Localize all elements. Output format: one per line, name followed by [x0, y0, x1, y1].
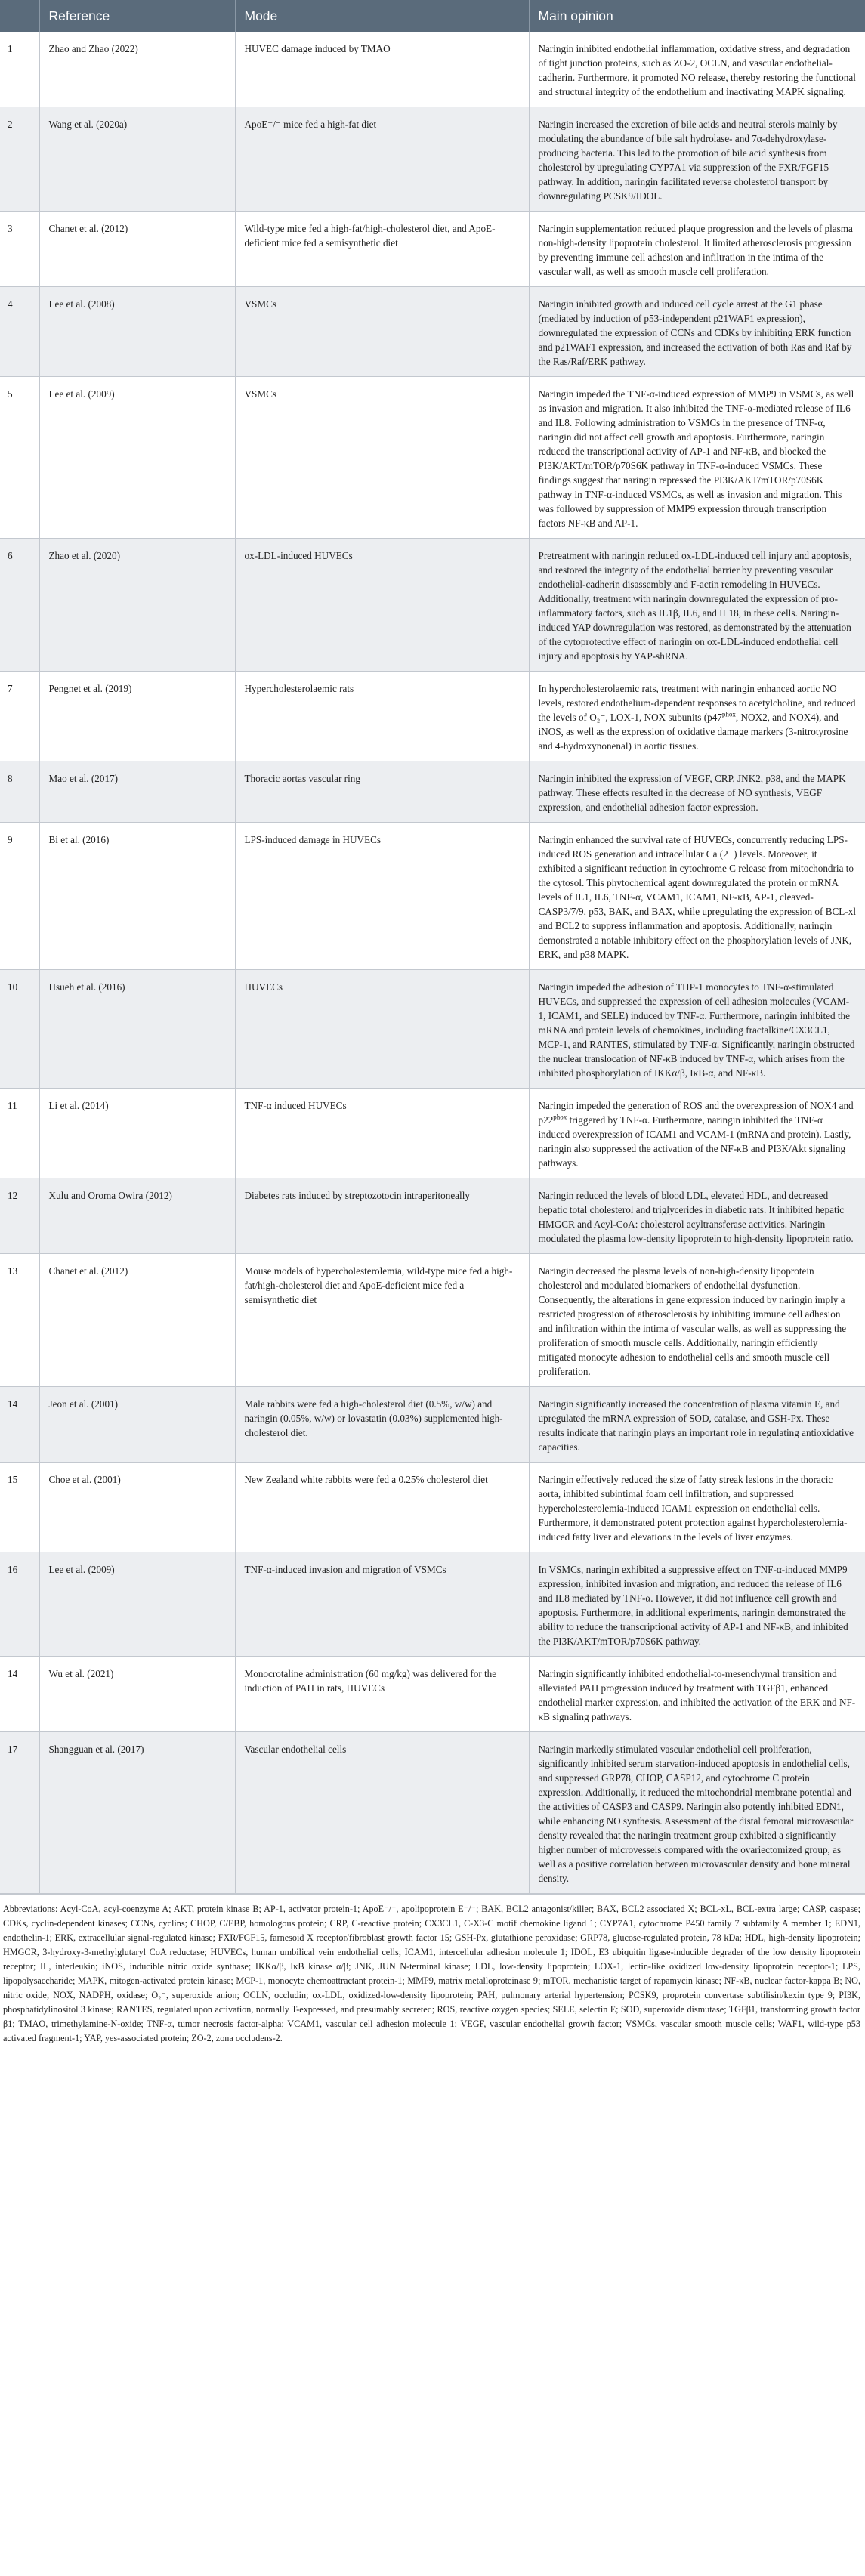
row-main-opinion: Naringin significantly increased the concentration of plasma vitamin E, and upregulated the mRNA expression of SOD, catalase, and GSH-Px. These results indicate that naringin plays an important role in regulating antioxidative capacities. [529, 1387, 865, 1463]
row-reference: Shangguan et al. (2017) [39, 1732, 235, 1894]
table-row [0, 377, 865, 539]
row-number: 9 [8, 834, 13, 845]
header-number [0, 0, 39, 32]
row-number: 3 [8, 223, 13, 234]
row-main-opinion: In VSMCs, naringin exhibited a suppressive effect on TNF-α-induced MMP9 expression, inhibited invasion and migration, and reduced the release of IL6 and IL8 mediated by TNF-α. However, it did not influence cell growth and apoptosis. Furthermore, in additional experiments, naringin demonstrated the ability to reduce the transcriptional activity of AP-1 and NF-κB, and inhibited the PI3K/AKT/mTOR/p70S6K pathway. [529, 1552, 865, 1657]
table-row [0, 672, 865, 761]
row-main-opinion: Naringin impeded the TNF-α-induced expression of MMP9 in VSMCs, as well as invasion and migration. It also inhibited the TNF-α-mediated release of IL6 and IL8. Following administration to VSMCs in the presence of TNF-α, naringin did not affect cell growth and apoptosis. Furthermore, naringin reduced the transcriptional activity of AP-1 and NF-κB, and blocked the PI3K/AKT/mTOR/p70S6K pathway in TNF-α-induced VSMCs. These findings suggest that naringin repressed the PI3K/AKT/mTOR/p70S6K pathway in TNF-α-induced VSMCs, as well as invasion and migration. This was followed by suppression of MMP9 expression through transcription factors NF-κB and AP-1. [529, 377, 865, 539]
table-row [0, 970, 865, 1089]
row-number: 17 [8, 1744, 18, 1755]
table-row [0, 761, 865, 823]
row-mode: HUVECs [235, 970, 529, 1089]
header-main-opinion: Main opinion [529, 0, 865, 32]
row-reference: Li et al. (2014) [39, 1089, 235, 1178]
row-mode: ox-LDL-induced HUVECs [235, 539, 529, 672]
row-main-opinion: Naringin impeded the generation of ROS and the overexpression of NOX4 and $p22^{phox}$ triggered by TNF-α. Furthermore, naringin inhibited the TNF-α induced overexpression of ICAM1 and VCAM-1 (mRNA and protein). Lastly, naringin also suppressed the activation of the NF-κB and PI3K/Akt signaling pathways. [529, 1089, 865, 1178]
row-main-opinion: Naringin enhanced the survival rate of HUVECs, concurrently reducing LPS-induced ROS generation and intracellular Ca (2+) levels. Moreover, it exhibited a significant reduction in cytochrome C release from mitochondria to the cytosol. This phytochemical agent downregulated the protein or mRNA levels of IL1, IL6, TNF-α, VCAM1, ICAM1, NF-κB, AP-1, cleaved-CASP3/7/9, p53, BAK, and BAX, while upregulating the expression of BCL-xl and BCL2 to suppress inflammation and apoptosis. Additionally, naringin demonstrated a notable inhibitory effect on the phosphorylation levels of JNK, ERK, and p38 MAPK. [529, 823, 865, 970]
row-reference: Jeon et al. (2001) [39, 1387, 235, 1463]
table-row [0, 212, 865, 287]
header-reference: Reference [39, 0, 235, 32]
row-main-opinion: Naringin significantly inhibited endothelial-to-mesenchymal transition and alleviated PAH progression induced by treatment with TGFβ1, enhanced endothelial marker expression, and inhibited the activation of the ERK and NF-κB signaling pathways. [529, 1657, 865, 1732]
row-main-opinion: Pretreatment with naringin reduced ox-LDL-induced cell injury and apoptosis, and restored the integrity of the endothelial barrier by preventing vascular endothelial-cadherin disassembly and F-actin remodeling in HUVECs. Additionally, treatment with naringin downregulated the expression of pro-inflammatory factors, such as IL1β, IL6, and IL18, in these cells. Naringin-induced YAP downregulation was restored, as demonstrated by the attenuation of the cytoprotective effect of naringin on ox-LDL-induced endothelial cell injury and apoptosis by YAP-shRNA. [529, 539, 865, 672]
row-number: 14 [8, 1668, 18, 1679]
row-mode: VSMCs [235, 377, 529, 539]
row-reference: Zhao et al. (2020) [39, 539, 235, 672]
row-number: 12 [8, 1190, 18, 1201]
table-row [0, 539, 865, 672]
row-mode: ApoE⁻/⁻ mice fed a high-fat diet [235, 107, 529, 212]
row-reference: Lee et al. (2009) [39, 1552, 235, 1657]
row-main-opinion: Naringin effectively reduced the size of fatty streak lesions in the thoracic aorta, inhibited subintimal foam cell infiltration, and suppressed hypercholesterolemia-induced ICAM1 expression on endothelial cells. Furthermore, it demonstrated potent protection against hypercholesterolemia-induced fatty liver and elevations in the levels of liver enzymes. [529, 1463, 865, 1552]
row-number: 15 [8, 1474, 18, 1485]
table-row [0, 1552, 865, 1657]
table-header-row [0, 0, 865, 32]
table-row [0, 1387, 865, 1463]
table-body [0, 32, 865, 1894]
table-row [0, 823, 865, 970]
row-main-opinion: Naringin inhibited growth and induced cell cycle arrest at the G1 phase (mediated by induction of p53-independent p21WAF1 expression), downregulated the expression of CCNs and CDKs by inhibiting ERK function and p21WAF1 expression, and increased the activation of both Ras and Raf by the Ras/Raf/ERK pathway. [529, 287, 865, 377]
row-reference: Chanet et al. (2012) [39, 212, 235, 287]
row-number: 16 [8, 1564, 18, 1575]
superscript-phox: phox [721, 710, 736, 718]
row-mode: Mouse models of hypercholesterolemia, wild-type mice fed a high-fat/high-cholesterol diet and ApoE-deficient mice fed a semisynthetic diet [235, 1254, 529, 1387]
row-mode: TNF-α induced HUVECs [235, 1089, 529, 1178]
row-mode: LPS-induced damage in HUVECs [235, 823, 529, 970]
row-reference: Chanet et al. (2012) [39, 1254, 235, 1387]
row-reference: Hsueh et al. (2016) [39, 970, 235, 1089]
row-main-opinion: Naringin reduced the levels of blood LDL, elevated HDL, and decreased hepatic total cholesterol and triglycerides in diabetic rats. It inhibited hepatic HMGCR and Acyl-CoA: cholesterol acyltransferase activities. Naringin modulated the plasma low-density lipoprotein to high-density lipoprotein ratio. [529, 1178, 865, 1254]
row-mode: Vascular endothelial cells [235, 1732, 529, 1894]
row-main-opinion: Naringin decreased the plasma levels of non-high-density lipoprotein cholesterol and modulated biomarkers of endothelial dysfunction. Consequently, the alterations in gene expression induced by naringin imply a restricted progression of atherosclerosis by inhibiting immune cell adhesion and infiltration within the intima of vascular walls, as well as suppressing the proliferation of smooth muscle cells. Additionally, naringin efficiently mitigated monocyte adhesion to endothelial cells and smooth muscle cell proliferation. [529, 1254, 865, 1387]
row-reference: Pengnet et al. (2019) [39, 672, 235, 761]
row-main-opinion: Naringin supplementation reduced plaque progression and the levels of plasma non-high-density lipoprotein cholesterol. It limited atherosclerosis progression by preventing immune cell adhesion and infiltration in the intima of the vascular wall, as well as smooth muscle cell proliferation. [529, 212, 865, 287]
row-number: 7 [8, 683, 13, 694]
row-mode: Male rabbits were fed a high-cholesterol diet (0.5%, w/w) and naringin (0.05%, w/w) or lovastatin (0.03%) supplemented high-cholesterol diet. [235, 1387, 529, 1463]
superscript-phox: phox [553, 1113, 567, 1121]
row-mode: Diabetes rats induced by streptozotocin intraperitoneally [235, 1178, 529, 1254]
row-mode: Wild-type mice fed a high-fat/high-cholesterol diet, and ApoE-deficient mice fed a semisynthetic diet [235, 212, 529, 287]
row-main-opinion: In hypercholesterolaemic rats, treatment with naringin enhanced aortic NO levels, restored endothelium-dependent responses to acetylcholine, and reduced the levels of O₂⁻, LOX-1, NOX subunits ($p47^{phox}$, NOX2, and NOX4), and iNOS, as well as the expression of oxidative damage markers (3-nitrotyrosine and 4-hydroxynonenal) in aortic tissues. [529, 672, 865, 761]
row-main-opinion: Naringin inhibited the expression of VEGF, CRP, JNK2, p38, and the MAPK pathway. These effects resulted in the decrease of NO synthesis, VEGF expression, and endothelial adhesion factor expression. [529, 761, 865, 823]
row-reference: Wang et al. (2020a) [39, 107, 235, 212]
table-row [0, 1178, 865, 1254]
row-number: 5 [8, 388, 13, 400]
table-row [0, 32, 865, 107]
row-reference: Lee et al. (2009) [39, 377, 235, 539]
row-number: 14 [8, 1398, 18, 1410]
row-main-opinion: Naringin impeded the adhesion of THP-1 monocytes to TNF-α-stimulated HUVECs, and suppressed the expression of cell adhesion molecules (VCAM-1, ICAM1, and SELE) induced by TNF-α. Furthermore, naringin inhibited the mRNA and protein levels of chemokines, including fractalkine/CX3CL1, MCP-1, and RANTES, stimulated by TNF-α. Significantly, naringin obstructed the nuclear translocation of NF-κB induced by TNF-α, which arises from the inhibited phosphorylation of IKKα/β, IκB-α, and NF-κB. [529, 970, 865, 1089]
table-row [0, 1732, 865, 1894]
row-reference: Xulu and Oroma Owira (2012) [39, 1178, 235, 1254]
row-reference: Wu et al. (2021) [39, 1657, 235, 1732]
row-number: 10 [8, 981, 18, 993]
table-row [0, 1254, 865, 1387]
row-mode: New Zealand white rabbits were fed a 0.25% cholesterol diet [235, 1463, 529, 1552]
row-main-opinion: Naringin markedly stimulated vascular endothelial cell proliferation, significantly inhibited serum starvation-induced apoptosis in endothelial cells, and suppressed GRP78, CHOP, CASP12, and cytochrome C protein expression. Additionally, it reduced the mitochondrial membrane potential and the activities of CASP3 and CASP9. Naringin also potently inhibited EDN1, while enhancing NO synthesis. Assessment of the distal femoral microvascular density revealed that the naringin treatment group exhibited a significantly higher number of microvessels compared with the ovariectomized group, as well as a positive correlation between microvascular density and bone mineral density. [529, 1732, 865, 1894]
row-number: 13 [8, 1265, 18, 1277]
row-main-opinion: Naringin inhibited endothelial inflammation, oxidative stress, and degradation of tight junction proteins, such as ZO-2, OCLN, and vascular endothelial-cadherin. Furthermore, it promoted NO release, thereby restoring the functional and structural integrity of the endothelium and inactivating MAPK signaling. [529, 32, 865, 107]
abbreviations-footnote: Abbreviations: Acyl-CoA, acyl-coenzyme A; AKT, protein kinase B; AP-1, activator protein-1; ApoE⁻/⁻, apolipoprotein E⁻/⁻; BAK, BCL2 antagonist/killer; BAX, BCL2 associated X; BCL-xL, BCL-extra large; CASP, caspase; CDKs, cyclin-dependent kinases; CCNs, cyclins; CHOP, C/EBP, homologous protein; CRP, C-reactive protein; CX3CL1, C-X3-C motif chemokine ligand 1; CYP7A1, cytochrome P450 family 7 subfamily A member 1; EDN1, endothelin-1; ERK, extracellular signal-regulated kinase; FXR/FGF15, farnesoid X receptor/fibroblast growth factor 15; GSH-Px, glutathione peroxidase; GRP78, glucose-regulated protein, 78 kDa; HDL, high-density lipoprotein; HMGCR, 3-hydroxy-3-methylglutaryl CoA reductase; HUVECs, human umbilical vein endothelial cells; ICAM1, intercellular adhesion molecule 1; IDOL, E3 ubiquitin ligase-inducible degrader of the low density lipoprotein receptor; IL, interleukin; iNOS, inducible nitric oxide synthase; IKKα/β, IκB kinase α/β; JNK, JUN N-terminal kinase; LDL, low-density lipoprotein; LOX-1, lectin-like oxidized low-density lipoprotein receptor-1; LPS, lipopolysaccharide; MAPK, mitogen-activated protein kinase; MCP-1, monocyte chemoattractant protein-1; MMP9, matrix metalloproteinase 9; mTOR, mechanistic target of rapamycin kinase; NF-κB, nuclear factor-kappa B; NO, nitric oxide; NOX, NADPH, oxidase; O₂⁻, superoxide anion; OCLN, occludin; ox-LDL, oxidized-low-density lipoprotein; PAH, pulmonary arterial hypertension; PCSK9, proprotein convertase subtilisin/kexin type 9; PI3K, phosphatidylinositol 3 kinase; RANTES, regulated upon activation, normally T-expressed, and presumably secreted; ROS, reactive oxygen species; SELE, selectin E; SOD, superoxide dismutase; TGFβ1, transforming growth factor β1; TMAO, trimethylamine-N-oxide; TNF-α, tumor necrosis factor-alpha; VCAM1, vascular cell adhesion molecule 1; VEGF, vascular endothelial growth factor; VSMCs, vascular smooth muscle cells; WAF1, wild-type p53 activated fragment-1; YAP, yes-associated protein; ZO-2, zona occludens-2. [0, 1894, 865, 2046]
row-mode: VSMCs [235, 287, 529, 377]
row-number: 2 [8, 119, 13, 130]
row-reference: Bi et al. (2016) [39, 823, 235, 970]
row-number: 8 [8, 773, 13, 784]
row-reference: Lee et al. (2008) [39, 287, 235, 377]
header-mode: Mode [235, 0, 529, 32]
table-row [0, 107, 865, 212]
table-row [0, 1463, 865, 1552]
row-mode: Monocrotaline administration (60 mg/kg) was delivered for the induction of PAH in rats, HUVECs [235, 1657, 529, 1732]
row-mode: TNF-α-induced invasion and migration of VSMCs [235, 1552, 529, 1657]
table-row [0, 1089, 865, 1178]
row-reference: Choe et al. (2001) [39, 1463, 235, 1552]
row-mode: Thoracic aortas vascular ring [235, 761, 529, 823]
row-mode: Hypercholesterolaemic rats [235, 672, 529, 761]
row-number: 4 [8, 298, 13, 310]
row-reference: Zhao and Zhao (2022) [39, 32, 235, 107]
row-number: 11 [8, 1100, 17, 1111]
row-main-opinion: Naringin increased the excretion of bile acids and neutral sterols mainly by modulating the abundance of bile salt hydrolase- and 7α-dehydroxylase-producing bacteria. This led to the promotion of bile acid synthesis from cholesterol by upregulating CYP7A1 via suppression of the FXR/FGF15 pathway. In addition, naringin facilitated reverse cholesterol transport by downregulating PCSK9/IDOL. [529, 107, 865, 212]
table-row [0, 1657, 865, 1732]
row-number: 1 [8, 43, 13, 54]
row-mode: HUVEC damage induced by TMAO [235, 32, 529, 107]
row-number: 6 [8, 550, 13, 561]
table-row [0, 287, 865, 377]
row-reference: Mao et al. (2017) [39, 761, 235, 823]
